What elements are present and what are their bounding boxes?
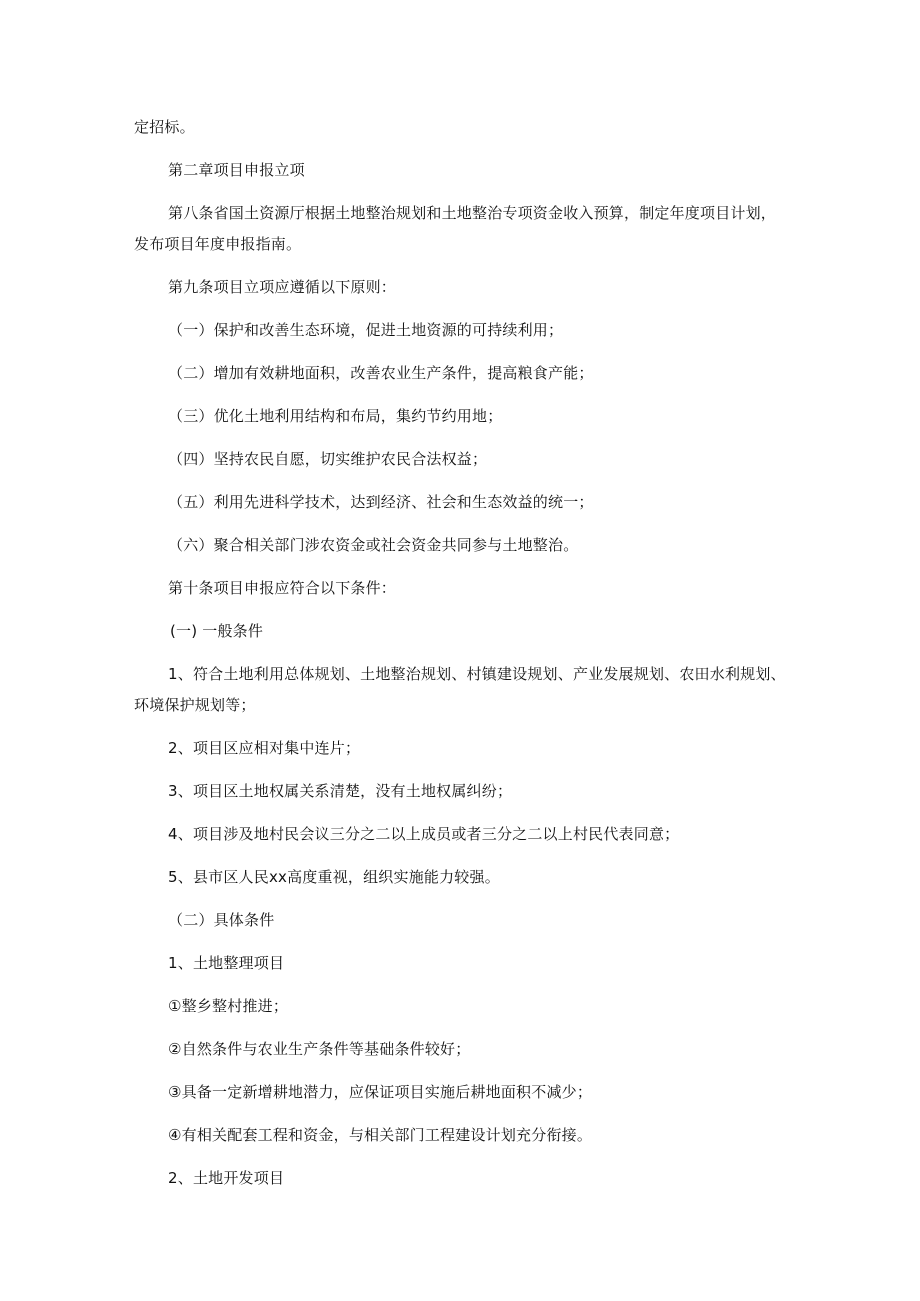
list-item: 2、项目区应相对集中连片； xyxy=(168,739,361,757)
article-heading: 第十条项目申报应符合以下条件： xyxy=(168,579,397,597)
section-heading: （二）具体条件 xyxy=(168,911,275,929)
list-item: ③具备一定新增耕地潜力，应保证项目实施后耕地面积不减少； xyxy=(168,1083,593,1101)
list-item: （五）利用先进科学技术，达到经济、社会和生态效益的统一； xyxy=(168,493,594,511)
chapter-heading: 第二章项目申报立项 xyxy=(168,161,305,179)
list-item: 5、县市区人民xx高度重视，组织实施能力较强。 xyxy=(168,868,500,886)
list-item: 4、项目涉及地村民会议三分之二以上成员或者三分之二以上村民代表同意； xyxy=(168,825,680,843)
list-item: 2、土地开发项目 xyxy=(168,1169,285,1187)
list-item: （四）坚持农民自愿，切实维护农民合法权益； xyxy=(168,450,488,468)
list-item: ①整乡整村推进； xyxy=(168,997,289,1015)
list-item: （三）优化土地利用结构和布局，集约节约用地； xyxy=(168,407,503,425)
list-item: （六）聚合相关部门涉农资金或社会资金共同参与土地整治。 xyxy=(168,536,579,554)
section-heading: (一) 一般条件 xyxy=(170,622,264,640)
text-line: 定招标。 xyxy=(134,118,195,136)
list-item: 3、项目区土地权属关系清楚，没有土地权属纠纷； xyxy=(168,782,513,800)
list-item: （二）增加有效耕地面积，改善农业生产条件，提高粮食产能； xyxy=(168,364,594,382)
text-line: 环境保护规划等； xyxy=(134,696,256,714)
list-item: 1、符合土地利用总体规划、土地整治规划、村镇建设规划、产业发展规划、农田水利规划、 xyxy=(168,665,786,683)
list-item: ②自然条件与农业生产条件等基础条件较好； xyxy=(168,1040,471,1058)
list-item: ④有相关配套工程和资金，与相关部门工程建设计划充分衔接。 xyxy=(168,1126,593,1144)
list-item: 1、土地整理项目 xyxy=(168,954,285,972)
list-item: （一）保护和改善生态环境，促进土地资源的可持续利用； xyxy=(168,321,564,339)
text-line: 第八条省国土资源厅根据土地整治规划和土地整治专项资金收入预算，制定年度项目计划， xyxy=(168,204,777,222)
article-heading: 第九条项目立项应遵循以下原则： xyxy=(168,278,397,296)
text-line: 发布项目年度申报指南。 xyxy=(134,235,302,253)
